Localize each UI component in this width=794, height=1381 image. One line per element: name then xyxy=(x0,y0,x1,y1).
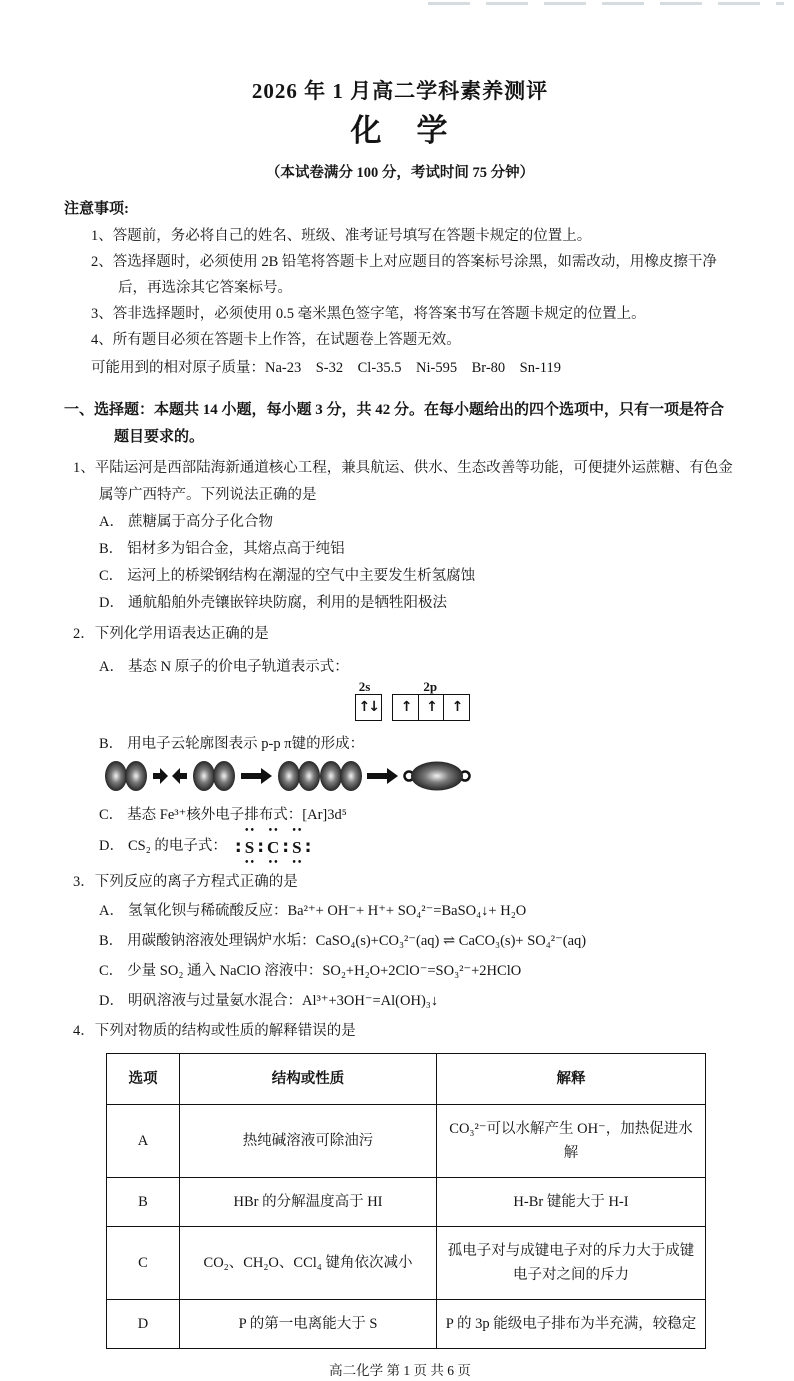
question-1-stem xyxy=(73,455,736,509)
question-3-stem xyxy=(73,869,736,896)
option-3a-label: A． xyxy=(99,903,124,919)
option-1b-text: 铝材多为铝合金，其熔点高于纯铝 xyxy=(127,541,345,557)
option-1c xyxy=(99,563,736,590)
orbital-2s-box: ↑↓ xyxy=(355,694,382,721)
row-a-explanation: CO₃²⁻可以水解产生 OH⁻，加热促进水解 xyxy=(437,1105,706,1178)
orbital-2p-box-2: ↑ xyxy=(418,694,445,721)
option-1a-text: 蔗糖属于高分子化合物 xyxy=(127,514,273,530)
overlapping-orbitals-icon xyxy=(277,758,363,794)
table-row xyxy=(107,1227,706,1300)
question-3-number: 3． xyxy=(73,874,95,890)
option-1d-label: D． xyxy=(99,595,124,611)
lone-pair-colon: : xyxy=(234,837,242,857)
row-b-option: B xyxy=(107,1178,180,1227)
approach-arrows-icon xyxy=(153,767,187,785)
row-d-explanation: P 的 3p 能级电子排布为半充满，较稳定 xyxy=(437,1300,706,1349)
table-row xyxy=(107,1300,706,1349)
question-2-options xyxy=(99,654,736,861)
row-b-property: HBr 的分解温度高于 HI xyxy=(180,1178,437,1227)
question-4 xyxy=(64,1018,736,1349)
scan-artifact xyxy=(428,2,784,5)
question-1-text: 平陆运河是西部陆海新通道核心工程，兼具航运、供水、生态改善等功能，可便捷外运蔗糖、有色金属等广西特产。下列说法正确的是 xyxy=(94,460,733,503)
table-row xyxy=(107,1178,706,1227)
subject-title: 化 学 xyxy=(350,113,450,148)
option-2d xyxy=(99,833,736,861)
orbital-2p-boxes xyxy=(392,694,468,721)
orbital-2p-box-1: ↑ xyxy=(392,694,419,721)
cs2-electron-dot-formula xyxy=(233,834,313,861)
orbital-2p-label: 2p xyxy=(423,679,438,694)
option-3c-label: C． xyxy=(99,963,124,979)
option-2c xyxy=(99,802,736,829)
option-2a xyxy=(99,654,736,721)
option-1a xyxy=(99,509,736,536)
header-structure-property: 结构或性质 xyxy=(180,1054,437,1105)
row-a-property: 热纯碱溶液可除油污 xyxy=(180,1105,437,1178)
row-b-explanation: H-Br 键能大于 H-I xyxy=(437,1178,706,1227)
row-a-option: A xyxy=(107,1105,180,1178)
sulfur-atom-symbol: • • S • • xyxy=(291,834,302,861)
orbital-box-diagram xyxy=(355,679,469,721)
question-2-stem xyxy=(73,621,736,648)
question-1 xyxy=(64,455,736,617)
carbon-atom-symbol: • • C • • xyxy=(266,834,280,861)
row-c-property: CO₂、CH₂O、CCl₄ 键角依次减小 xyxy=(180,1227,437,1300)
option-3d-text: 明矾溶液与过量氨水混合：Al³⁺+3OH⁻=Al(OH)₃↓ xyxy=(127,993,439,1009)
sulfur-atom-symbol: • • S • • xyxy=(244,834,255,861)
header-option: 选项 xyxy=(107,1054,180,1105)
table-header-row xyxy=(107,1054,706,1105)
option-1d-text: 通航船舶外壳镶嵌锌块防腐，利用的是牺牲阳极法 xyxy=(127,595,447,611)
option-3b-text: 用碳酸钠溶液处理锅炉水垢：CaSO₄(s)+CO₃²⁻(aq) ⇌ CaCO₃(s)+ SO₄²⁻(aq) xyxy=(127,933,587,949)
option-2d-text: CS₂ 的电子式： xyxy=(127,838,227,854)
p-orbital-overlap-diagram xyxy=(103,758,471,794)
bond-colon: : xyxy=(282,837,290,857)
question-2-number: 2． xyxy=(73,626,95,642)
option-1c-label: C． xyxy=(99,568,124,584)
option-1a-label: A． xyxy=(99,514,124,530)
option-3a-text: 氢氧化钡与稀硫酸反应：Ba²⁺+ OH⁻+ H⁺+ SO₄²⁻=BaSO₄↓+ H₂O xyxy=(127,903,527,919)
option-2d-label: D． xyxy=(99,838,124,854)
notice-item-1: 1、答题前，务必将自己的姓名、班级、准考证号填写在答题卡规定的位置上。 xyxy=(91,228,592,244)
row-c-option: C xyxy=(107,1227,180,1300)
question-3-options xyxy=(99,896,736,1016)
notice-heading: 注意事项: xyxy=(64,201,129,217)
orbital-2p-box-3: ↑ xyxy=(443,694,470,721)
option-2b xyxy=(99,731,736,794)
question-2 xyxy=(64,621,736,861)
question-4-text: 下列对物质的结构或性质的解释错误的是 xyxy=(94,1023,356,1039)
option-2c-label: C． xyxy=(99,807,124,823)
option-1c-text: 运河上的桥梁钢结构在潮湿的空气中主要发生析氢腐蚀 xyxy=(127,568,476,584)
question-2-text: 下列化学用语表达正确的是 xyxy=(94,626,269,642)
notice-item-4: 4、所有题目必须在答题卡上作答，在试题卷上答题无效。 xyxy=(91,332,461,348)
option-3d xyxy=(99,986,736,1016)
question-4-stem xyxy=(73,1018,736,1045)
atomic-mass-line: 可能用到的相对原子质量：Na-23 S-32 Cl-35.5 Ni-595 Br-80 Sn-119 xyxy=(91,360,562,376)
option-3b xyxy=(99,926,736,956)
header-explanation: 解释 xyxy=(437,1054,706,1105)
paper-info: （本试卷满分 100 分，考试时间 75 分钟） xyxy=(265,165,535,181)
question-3-text: 下列反应的离子方程式正确的是 xyxy=(94,874,298,890)
table-row xyxy=(107,1105,706,1178)
p-orbital-icon xyxy=(191,758,237,794)
pi-bond-cloud-icon xyxy=(403,758,471,794)
notice-item-2: 2、答选择题时，必须使用 2B 铅笔将答题卡上对应题目的答案标号涂黑，如需改动，用橡皮擦干净后，再选涂其它答案标号。 xyxy=(91,254,717,296)
row-d-property: P 的第一电离能大于 S xyxy=(180,1300,437,1349)
question-1-options xyxy=(99,509,736,617)
lone-pair-colon: : xyxy=(304,837,312,857)
orbital-2s-group xyxy=(355,679,380,721)
orbital-2p-group xyxy=(392,679,468,721)
option-2a-label: A． xyxy=(99,659,124,675)
right-arrow-icon xyxy=(367,767,399,785)
row-d-option: D xyxy=(107,1300,180,1349)
orbital-2s-label: 2s xyxy=(358,679,371,694)
section1-heading: 一、选择题：本题共 14 小题，每小题 3 分，共 42 分。在每小题给出的四个选项中，只有一项是符合题目要求的。 xyxy=(64,402,725,445)
right-arrow-icon xyxy=(241,767,273,785)
question-1-number: 1、 xyxy=(73,460,95,476)
orbital-2s-boxes xyxy=(355,694,380,721)
option-3d-label: D． xyxy=(99,993,124,1009)
notice-item-3: 3、答非选择题时，必须使用 0.5 毫米黑色签字笔，将答案书写在答题卡规定的位置上。 xyxy=(91,306,646,322)
question-3 xyxy=(64,869,736,1016)
option-3c xyxy=(99,956,736,986)
option-1b xyxy=(99,536,736,563)
bond-colon: : xyxy=(257,837,264,857)
question-4-number: 4． xyxy=(73,1023,95,1039)
page-footer: 高二化学 第 1 页 共 6 页 xyxy=(329,1363,471,1378)
option-3c-text: 少量 SO₂ 通入 NaClO 溶液中：SO₂+H₂O+2ClO⁻=SO₃²⁻+2HClO xyxy=(127,963,522,979)
option-2b-label: B． xyxy=(99,736,124,752)
option-2a-text: 基态 N 原子的价电子轨道表示式： xyxy=(127,659,349,675)
option-2b-text: 用电子云轮廓图表示 p-p π键的形成： xyxy=(127,736,365,752)
p-orbital-icon xyxy=(103,758,149,794)
option-1d xyxy=(99,590,736,617)
row-c-explanation: 孤电子对与成键电子对的斥力大于成键电子对之间的斥力 xyxy=(437,1227,706,1300)
page-title: 2026 年 1 月高二学科素养测评 xyxy=(251,79,549,103)
option-3b-label: B． xyxy=(99,933,124,949)
option-2c-text: 基态 Fe³⁺核外电子排布式：[Ar]3d⁵ xyxy=(127,807,347,823)
option-3a xyxy=(99,896,736,926)
option-1b-label: B． xyxy=(99,541,124,557)
structure-property-table xyxy=(106,1053,706,1349)
